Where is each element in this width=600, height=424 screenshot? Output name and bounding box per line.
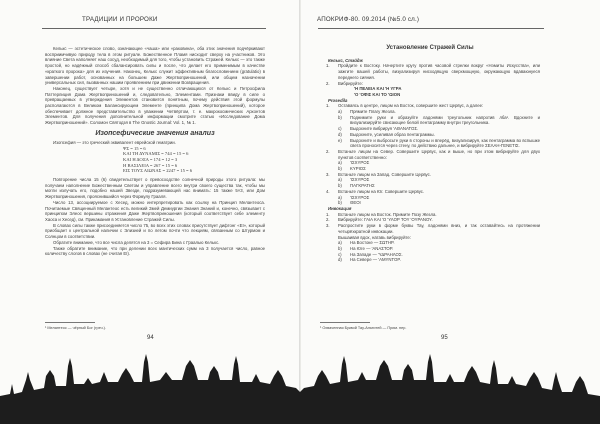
step-text: ΠΑΓΚΡΑΤΗΣ	[350, 183, 375, 189]
ritual-step	[320, 63, 540, 80]
paragraph: Число 13, ассоциируемое с Хесед, можно интерпретировать как ссылку на Принцип Мелантеоса. Почитаемые Священный Мелантеос есть великий Змей Демиургии Знания Знаний и, конечно, связывает с принципом Элеос вершины отражения Даже Жертвоприношения (который соответствует себе элементу Хаоса и Хесед), см. Прикамания в Установление Стражей Силы.	[45, 199, 265, 222]
step-text: Встаньте лицом на Север. Совершите Цервус, как и выше, но при этом вибрируйте для двух пунктов соответственно:	[338, 148, 540, 160]
step-number: a)	[338, 177, 342, 183]
left-text-column	[45, 46, 265, 257]
step-number: a)	[338, 194, 342, 200]
isopsephy-line: Η ΒΑΣΙΛΕΙΑ = 267 = 15 = 6	[123, 162, 178, 168]
step-number: 2.	[326, 217, 330, 223]
isopsephy-line: ΚΑΙ ΤΗ ΔΥΝΑΜΙΣ = 744 = 15 = 6	[123, 151, 189, 157]
step-number: c)	[338, 126, 342, 132]
running-head-left: ТРАДИЦИИ И ПРОРОКИ	[82, 16, 158, 23]
section-heading: Келькс, Стэйдж	[328, 57, 363, 63]
header-rule-right	[318, 28, 544, 29]
paragraph: Келькс — эстетическое слово, означающее «чаша» или «раковина», оба этих значения подчёркивают восприимчивую природу тела в этом ритуале. Божественное Пламя нисходит сверху на участников. Это влияние Света наполняет наш сосуд, необходимый для того, чтобы установить Стражей. Келькс — это также простой, но надёжный способ сбалансировать силы и после, что делает его применимым в качестве «краткого пророка» для их изучения. Наконец, Келькс служит эффективным благословением (gratulatio) в завершении работ, основанных на большем Даже Жертвоприношений, или общем назначении универсальных сил, вызванных нашим проявлением при движении Возвращения.	[45, 46, 265, 86]
step-text: 'ΙΣΧΥΡΟΣ	[350, 160, 370, 166]
step-text: Выдохните и выбросьте руки в стороны и вперёд, визуализируя, как пентаграмма во вспышке света проносится через стену, по действию дальнее, и вибрируйте ΣΕΛΑΗ-ΓΕΝΕΤΙΣ.	[350, 137, 540, 149]
paragraph: В словах силы также присоединяется число 75, во всех этих словах присутствует дифтонг «ΕΙ», который приобщает к центральной наличии с Элизией и по летом почти что лекциям, связанным со Штурмом и Солнцом в соответствии.	[45, 222, 265, 240]
step-text: На Востоке — ΣΩΤΗΡ.	[350, 240, 395, 246]
step-number: 3.	[326, 223, 330, 229]
paragraph: Наконец, существует четыре, хотя и не существенно отличающихся от Келькс и Петросфила Паттерлиция Дома Жертвоприношений и, следовательно, Элементами. Признаки ввиду в силе о превращаемых в утверждения Элементов становится понятным, почему действия этой формулы располагаются в Великом Балансирующем Элементе (принципа Дома Жертвоприношений), которое обеспечивает должное представительство в уважении Четвёртом, т. е. макрокосмических Архонтов Элементов. Для получения дополнительной информации смотрите статью «Исследование Дома Жертвоприношений». Соломон Святодзя в The Gnostic Journal: Vol. 1, № 1.	[45, 85, 265, 126]
header-rule-left	[42, 28, 266, 29]
skyline-silhouette-shape	[0, 354, 600, 424]
step-number: 3.	[326, 171, 330, 177]
step-number: 2.	[326, 80, 330, 86]
footnote-left: ¹ Мелантеос — чёрный Бог (греч.).	[45, 326, 107, 330]
step-number: a)	[338, 109, 342, 115]
footnote-rule-right	[320, 322, 370, 323]
step-number: b)	[338, 166, 342, 172]
sub-step	[320, 115, 540, 126]
isopsephy-line: ΕΙΣ ΤΟΥΣ ΑΙΩΝΑΣ = 2247 = 15 = 6	[123, 168, 193, 174]
sub-step	[320, 138, 540, 149]
step-text: Оставаясь в центре, лицом на Восток, совершите жест Цервус, а далее:	[338, 103, 484, 109]
step-number: b)	[338, 200, 342, 206]
step-number: a)	[338, 240, 342, 246]
isopsephy-line: ΨΣ = 15 = 6	[123, 145, 146, 151]
step-text: Встаньте лицом на Восток. Примите Позу Жезла.	[338, 211, 437, 217]
right-text-column	[320, 46, 540, 263]
step-text: Выдохните, усиливая образ пентаграммы.	[350, 131, 435, 137]
step-number: a)	[338, 160, 342, 166]
step-number: 4.	[326, 188, 330, 194]
paragraph: Повторение числа 15 (6) свидетельствует о превосходстве солнечной природы этого ритуала: мы получаем наполнение Божественным Светом и управление всего внутри своего существа так, чтобы мы могли излучать его, подобно нашей Звезде, подразумевающей нас внимать: 15 также 5×3, или Дом Жертвоприношения, прояснившийся через Формулу Грааля.	[45, 177, 265, 200]
step-text: Вибрируйте:	[338, 80, 363, 86]
step-text: На Юге — 'ΑΝΑΣΤΟΡ.	[350, 245, 394, 251]
step-text: Вышаивая вдох, натавь вибрируйте:	[338, 234, 411, 240]
step-text: На Западе — 'ΥΔΡΑΗΛΟΣ.	[350, 251, 403, 257]
page-number-right: 95	[441, 335, 448, 341]
step-number: 1.	[326, 211, 330, 217]
step-number: 2.	[326, 148, 330, 154]
step-number: 1.	[326, 103, 330, 109]
section-heading: Инвокация	[328, 205, 352, 211]
paragraph: Изопсефия — это греческий эквивалент еврейской гематрии.	[53, 139, 176, 145]
step-number: b)	[338, 245, 342, 251]
step-text: Встаньте лицом на Юг. Совершите Цервус.	[338, 188, 425, 194]
ritual-title: Установление Стражей Силы	[386, 45, 474, 51]
step-text: Встаньте лицом на Запад. Совершите Цервус.	[338, 171, 431, 177]
step-text: Прямите Плагу Жезла.	[350, 109, 396, 115]
step-number: d)	[338, 257, 342, 263]
isopsephy-line: ΚΑΙ Η ΔΟΞΑ = 174 = 12 = 3	[123, 156, 178, 162]
step-number: c)	[338, 251, 342, 257]
step-text: ΘΕΟΙ	[350, 200, 361, 206]
step-number: e)	[338, 137, 342, 143]
step-text: На Севере — 'ΑΜΥΝΤΟΡ.	[350, 257, 401, 263]
step-number: b)	[338, 114, 342, 120]
paragraph: Обратите внимание, что все числа делятся на 3 = Сефира Бина с Граалью Келькс.	[53, 239, 220, 245]
skyline-silhouette	[0, 336, 600, 424]
step-text: Выдохните вибрируя 'ΑΘΑΝΑΤΟΣ.	[350, 126, 419, 132]
ritual-step	[320, 149, 540, 160]
section-subheading: Изопсефические значения анализ	[95, 129, 215, 137]
running-head-right: АПОКРИФ-80. 09.2014 (№5.0 сл.)	[317, 16, 420, 23]
step-text: Пройдите к Востоку. Начертите кругу против часовой стрелки вокруг «Нэмиты Искусства», или зажгите вашей работы, визуализируя нисходящую сверхмощную, окружающую вдаваюнуеся переднего сияния.	[338, 63, 540, 80]
step-text: ΚΥΡΙΟΣ	[350, 166, 366, 172]
sub-step	[320, 200, 540, 206]
paragraph: Также обратите внимание, что при делении всех мантических сумм на 3 получается число, равное количеству слогов в словах (не считая ΕΙ).	[45, 245, 265, 257]
step-text: 'ΙΣΧΥΡΟΣ	[350, 177, 370, 183]
vibration-formula: 'Η ΠΕΛΕΙΑ ΚΑΙ 'Η ΥΓΡΑ	[354, 86, 402, 92]
ritual-step	[320, 223, 540, 234]
step-number: d)	[338, 131, 342, 137]
footnote-rule-left	[45, 322, 95, 323]
step-number: 1.	[326, 63, 330, 69]
ritual-sections	[320, 58, 540, 263]
step-text: Вибрируйте: ΓΑΙΑ ΚΑΙ 'Ο 'ΥΛΟΡ ΤΟΥ 'ΟΥΡΑΝΟΥ.	[338, 217, 433, 223]
step-number: b)	[338, 183, 342, 189]
sub-step	[320, 257, 540, 263]
step-text: 'ΙΣΧΥΡΟΣ	[350, 194, 370, 200]
step-text: Распростите руки в форме буквы Тау, ладонями вниз, и так оставайтесь на протяжении четырёхкратной инвокации.	[338, 223, 540, 234]
footnote-right: ¹ Охваченная Буквой Тау-Альтитей — Прим. пер.	[320, 326, 407, 330]
step-text: Поднимите руки и образуйте ладонями треугольник напротив лба¹. Вдохните и визуализируйте свисающее белой пентаграмму внутри треугольника.	[350, 114, 540, 126]
ritual-step	[320, 81, 540, 87]
section-heading: Prosedila	[328, 97, 348, 103]
vibration-formula: 'Ο 'ΟΦΙΣ ΚΑΙ ΤΟ 'ΩΙΟΝ	[354, 91, 401, 97]
page-number-left: 94	[147, 335, 154, 341]
